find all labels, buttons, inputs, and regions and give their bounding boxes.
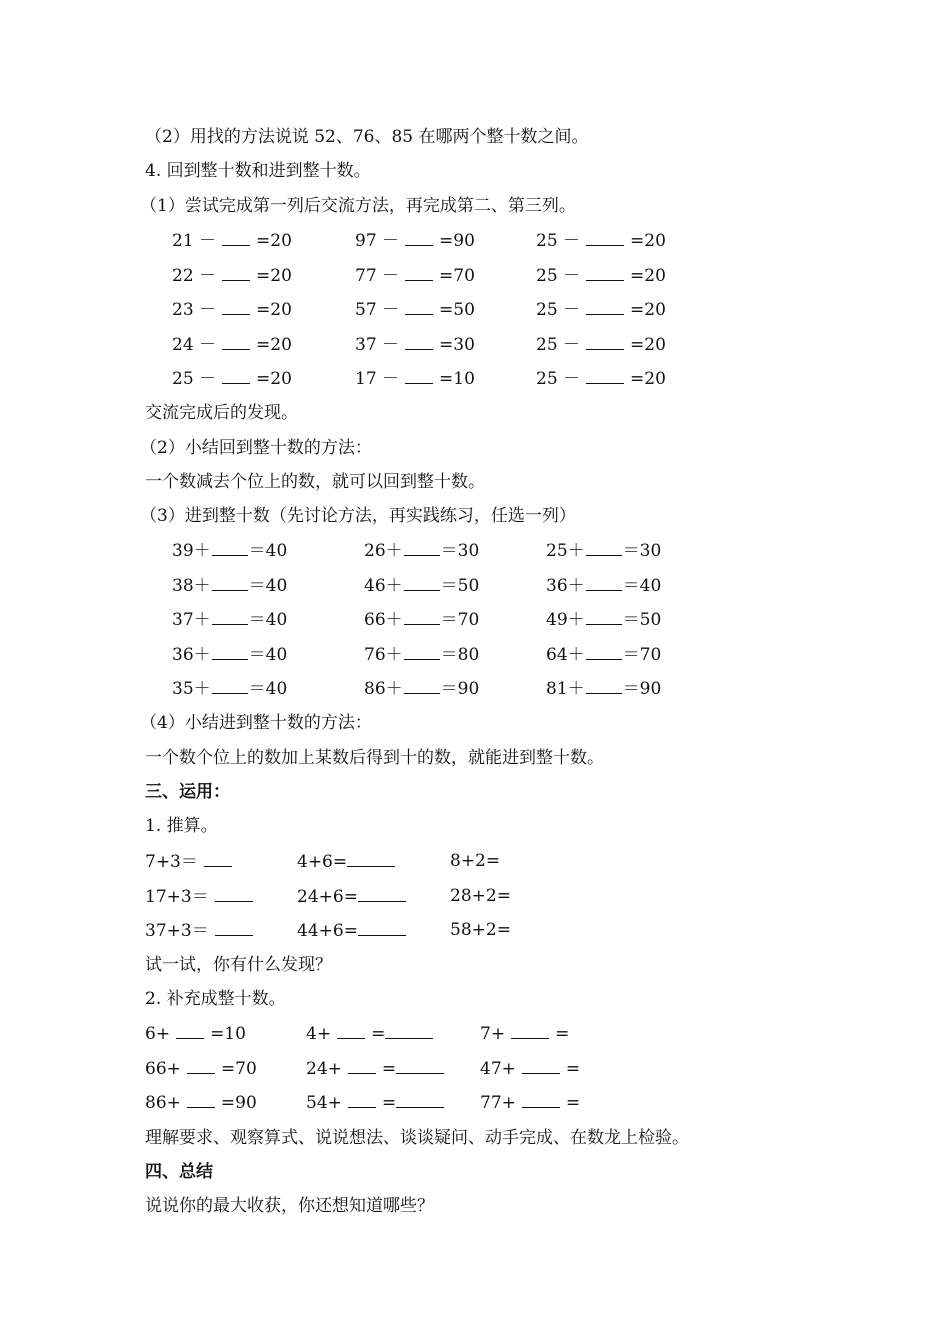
result: =20 [256, 300, 292, 320]
fill-left: 86+ [145, 1093, 181, 1113]
addend: 86＋ [364, 679, 403, 699]
addition-item [172, 539, 287, 562]
subtraction-item [172, 229, 292, 252]
fill-result: =70 [220, 1058, 257, 1079]
section-4-heading: 四、总结 [145, 1162, 213, 1182]
calc-item [450, 885, 511, 907]
addend: 76＋ [364, 644, 403, 665]
steps-text: 理解要求、观察算式、说说想法、谈谈疑问、动手完成、在数龙上检验。 [145, 1128, 689, 1148]
answer-blank[interactable] [404, 574, 440, 591]
addition-item [172, 608, 287, 631]
part-4-rule: 一个数个位上的数加上某数后得到十的数，就能进到整十数。 [145, 748, 604, 768]
calc-expression: 4+6= [297, 852, 348, 872]
item-2-title: 2. 补充成整十数。 [145, 989, 286, 1009]
fill-equals: = [371, 1024, 386, 1044]
result: =20 [630, 300, 666, 320]
answer-blank[interactable] [215, 885, 253, 902]
addend: 81＋ [546, 679, 585, 699]
result: ＝40 [622, 575, 662, 596]
answer-blank[interactable] [204, 850, 232, 867]
addend: 26＋ [364, 541, 403, 561]
addend: 49＋ [546, 610, 585, 630]
subtraction-item [355, 333, 475, 356]
calc-expression: 37+3＝ [145, 921, 209, 941]
addition-item [172, 677, 287, 700]
addend: 64＋ [546, 644, 585, 665]
fill-left: 77+ [480, 1093, 516, 1113]
answer-blank[interactable] [405, 229, 433, 246]
addition-item [546, 608, 661, 631]
subtraction-item [172, 367, 292, 390]
fill-item [306, 1022, 433, 1045]
answer-blank[interactable] [396, 1091, 444, 1108]
try-question: 试一试，你有什么发现？ [145, 955, 332, 975]
result: =20 [256, 265, 292, 286]
result: ＝30 [440, 541, 480, 561]
answer-blank[interactable] [222, 229, 250, 246]
result: =20 [630, 334, 666, 355]
result: =70 [439, 265, 475, 286]
fill-equals: = [381, 1058, 397, 1079]
addition-item [546, 539, 661, 562]
answer-blank[interactable] [404, 539, 440, 556]
addition-item [172, 643, 287, 666]
addend: 35＋ [172, 679, 211, 699]
minuend: 25 － [536, 300, 581, 320]
fill-left: 66+ [145, 1058, 181, 1079]
result: ＝40 [248, 679, 288, 699]
item-1-title: 1. 推算。 [145, 816, 218, 836]
answer-blank[interactable] [348, 1057, 376, 1074]
addition-item [364, 643, 479, 666]
calc-item [297, 850, 395, 873]
result: =20 [256, 231, 292, 251]
minuend: 25 － [172, 369, 217, 389]
part-2-heading: （2）小结回到整十数的方法： [140, 438, 372, 458]
answer-blank[interactable] [358, 885, 406, 902]
answer-blank[interactable] [404, 643, 440, 660]
calc-item [450, 919, 511, 941]
addition-item [172, 574, 287, 597]
calc-expression: 8+2= [450, 851, 501, 871]
result: ＝90 [622, 679, 662, 699]
fill-left: 4+ [306, 1024, 332, 1044]
answer-blank[interactable] [586, 643, 622, 660]
subtraction-item [355, 264, 475, 287]
answer-blank[interactable] [586, 608, 622, 625]
calc-item [297, 885, 406, 908]
addition-item [364, 608, 479, 631]
answer-blank[interactable] [215, 919, 253, 936]
answer-blank[interactable] [187, 1091, 215, 1108]
part-3-heading: （3）进到整十数（先讨论方法，再实践练习，任选一列） [140, 506, 576, 526]
answer-blank[interactable] [176, 1022, 204, 1039]
result: ＝40 [248, 644, 288, 665]
fill-item [306, 1057, 444, 1080]
result: ＝40 [248, 541, 288, 561]
answer-blank[interactable] [347, 850, 395, 867]
calc-expression: 7+3＝ [145, 852, 198, 872]
result: =50 [439, 300, 475, 320]
minuend: 37 － [355, 334, 400, 355]
result: =20 [630, 231, 666, 251]
answer-blank[interactable] [404, 608, 440, 625]
subtraction-item [172, 264, 292, 287]
minuend: 21 － [172, 231, 217, 251]
subtraction-item [536, 367, 666, 390]
answer-blank[interactable] [586, 677, 622, 694]
subtraction-item [172, 298, 292, 321]
section-3-heading: 三、运用： [145, 782, 230, 802]
answer-blank[interactable] [396, 1057, 444, 1074]
fill-equals: = [381, 1093, 397, 1113]
addition-item [364, 539, 479, 562]
addend: 46＋ [364, 575, 403, 596]
answer-blank[interactable] [222, 264, 250, 281]
fill-left: 54+ [306, 1093, 342, 1113]
answer-blank[interactable] [586, 298, 624, 315]
fill-equals: = [555, 1024, 570, 1044]
answer-blank[interactable] [586, 367, 624, 384]
addend: 36＋ [546, 575, 585, 596]
answer-blank[interactable] [212, 643, 248, 660]
calc-item [145, 885, 259, 908]
answer-blank[interactable] [586, 574, 622, 591]
minuend: 77 － [355, 265, 400, 286]
subtraction-item [536, 333, 666, 356]
addition-item [364, 574, 479, 597]
answer-blank[interactable] [358, 919, 406, 936]
answer-blank[interactable] [222, 333, 250, 350]
answer-blank[interactable] [222, 367, 250, 384]
addition-item [546, 574, 661, 597]
answer-blank[interactable] [405, 298, 433, 315]
fill-item [480, 1022, 569, 1045]
discovery-text: 交流完成后的发现。 [145, 403, 298, 423]
subtraction-item [536, 298, 666, 321]
addend: 36＋ [172, 644, 211, 665]
addition-item [546, 677, 661, 700]
answer-blank[interactable] [405, 367, 433, 384]
answer-blank[interactable] [212, 539, 248, 556]
subtraction-item [536, 229, 666, 252]
answer-blank[interactable] [511, 1022, 549, 1039]
addition-item [364, 677, 479, 700]
part-1-instruction: （1）尝试完成第一列后交流方法，再完成第二、第三列。 [140, 196, 576, 216]
fill-item [145, 1091, 257, 1114]
answer-blank[interactable] [385, 1022, 433, 1039]
minuend: 97 － [355, 231, 400, 251]
result: =20 [256, 369, 292, 389]
summary-question: 说说你的最大收获，你还想知道哪些？ [145, 1196, 434, 1216]
minuend: 22 － [172, 265, 217, 286]
result: =30 [439, 334, 475, 355]
result: ＝40 [248, 610, 288, 630]
addition-item [546, 643, 661, 666]
fill-left: 47+ [480, 1058, 516, 1079]
answer-blank[interactable] [348, 1091, 376, 1108]
result: ＝70 [440, 610, 480, 630]
answer-blank[interactable] [212, 677, 248, 694]
answer-blank[interactable] [586, 539, 622, 556]
result: =20 [256, 334, 292, 355]
answer-blank[interactable] [522, 1091, 560, 1108]
part-2-rule: 一个数减去个位上的数，就可以回到整十数。 [145, 472, 485, 492]
fill-item [306, 1091, 444, 1114]
part-4-heading: （4）小结进到整十数的方法： [140, 713, 372, 733]
fill-equals: = [565, 1093, 581, 1113]
result: ＝30 [622, 541, 662, 561]
result: ＝80 [440, 644, 480, 665]
minuend: 25 － [536, 369, 581, 389]
fill-left: 7+ [480, 1024, 506, 1044]
subtraction-item [355, 298, 475, 321]
addend: 38＋ [172, 575, 211, 596]
calc-expression: 58+2= [450, 920, 511, 940]
addend: 39＋ [172, 541, 211, 561]
minuend: 25 － [536, 334, 581, 355]
minuend: 57 － [355, 300, 400, 320]
calc-expression: 17+3＝ [145, 886, 209, 907]
answer-blank[interactable] [212, 608, 248, 625]
subtraction-item [172, 333, 292, 356]
fill-left: 24+ [306, 1058, 342, 1079]
fill-result: =90 [220, 1093, 257, 1113]
minuend: 25 － [536, 265, 581, 286]
result: ＝90 [440, 679, 480, 699]
addend: 37＋ [172, 610, 211, 630]
answer-blank[interactable] [522, 1057, 560, 1074]
fill-item [145, 1057, 257, 1080]
result: ＝50 [622, 610, 662, 630]
subtraction-item [536, 264, 666, 287]
result: =10 [439, 369, 475, 389]
calc-expression: 44+6= [297, 921, 358, 941]
section-4-title: 4. 回到整十数和进到整十数。 [145, 161, 371, 181]
answer-blank[interactable] [586, 264, 624, 281]
result: =20 [630, 265, 666, 286]
calc-item [297, 919, 406, 942]
result: =90 [439, 231, 475, 251]
answer-blank[interactable] [405, 264, 433, 281]
minuend: 17 － [355, 369, 400, 389]
calc-item [145, 919, 259, 942]
subtraction-item [355, 367, 475, 390]
result: ＝50 [440, 575, 480, 596]
result: ＝40 [248, 575, 288, 596]
fill-item [145, 1022, 246, 1045]
calc-item [145, 850, 238, 873]
minuend: 23 － [172, 300, 217, 320]
fill-item [480, 1091, 580, 1114]
answer-blank[interactable] [212, 574, 248, 591]
result: =20 [630, 369, 666, 389]
fill-equals: = [565, 1058, 581, 1079]
addend: 66＋ [364, 610, 403, 630]
result: ＝70 [622, 644, 662, 665]
subtraction-item [355, 229, 475, 252]
fill-item [480, 1057, 580, 1080]
fill-result: =10 [210, 1024, 246, 1044]
answer-blank[interactable] [187, 1057, 215, 1074]
answer-blank[interactable] [222, 298, 250, 315]
fill-left: 6+ [145, 1024, 171, 1044]
answer-blank[interactable] [404, 677, 440, 694]
answer-blank[interactable] [586, 333, 624, 350]
question-2-text: （2）用找的方法说说 52、76、85 在哪两个整十数之间。 [145, 127, 589, 147]
minuend: 24 － [172, 334, 217, 355]
answer-blank[interactable] [405, 333, 433, 350]
addend: 25＋ [546, 541, 585, 561]
answer-blank[interactable] [337, 1022, 365, 1039]
calc-expression: 24+6= [297, 886, 358, 907]
calc-expression: 28+2= [450, 885, 511, 906]
answer-blank[interactable] [586, 229, 624, 246]
minuend: 25 － [536, 231, 581, 251]
calc-item [450, 850, 500, 872]
